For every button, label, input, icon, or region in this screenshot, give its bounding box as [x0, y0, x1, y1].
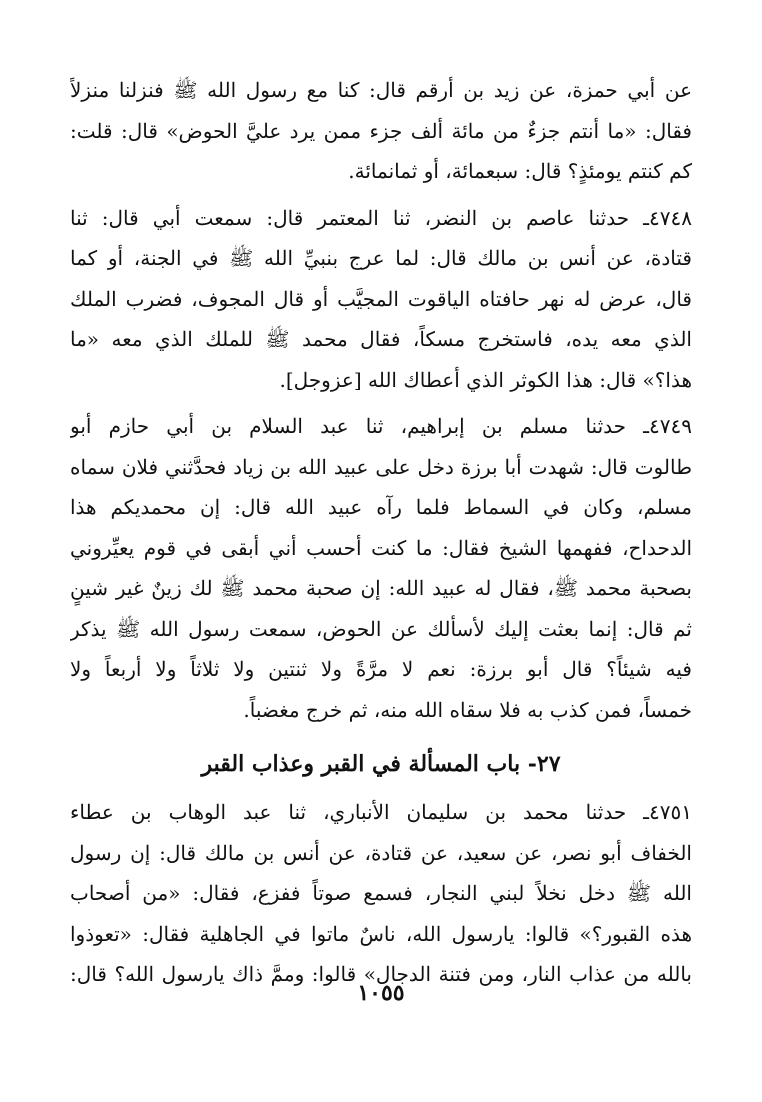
text-line: طالوت قال: شهدت أبا برزة دخل على عبيد الله بن زياد فحدَّثني فلان سماه: [70, 454, 692, 479]
text-line: مسلم، وكان في السماط فلما رآه عبيد الله قال: إن محمديكم هذا: [70, 495, 692, 519]
hadith-4751: [70, 792, 692, 995]
text-line: عن أبي حمزة، عن زيد بن أرقم قال: كنا مع رسول الله ﷺ فنزلنا منزلاً: [70, 78, 692, 102]
text-line: كم كنتم يومئذٍ؟ قال: سبعمائة، أو ثمانمائة.: [348, 159, 692, 183]
text-line: هذه القبور؟» قالوا: يارسول الله، ناسٌ ماتوا في الجاهلية فقال: «تعوذوا: [70, 921, 692, 946]
text-line: قتادة، عن أنس بن مالك قال: لما عرج بنبيِّ الله ﷺ في الجنة، أو كما: [70, 246, 692, 270]
text-line: هذا؟» قال: هذا الكوثر الذي أعطاك الله [عزوجل].: [279, 367, 692, 392]
text-line: الخفاف أبو نصر، عن سعيد، عن قتادة، عن أنس بن مالك قال: إن رسول: [70, 840, 692, 865]
hadith-4749: [70, 406, 692, 730]
text-line: بالله من عذاب النار، ومن فتنة الدجال» قالوا: وممَّ ذاك يارسول الله؟ قال:: [70, 962, 692, 986]
text-line: الدحداح، ففهمها الشيخ فقال: ما كنت أحسب أني أبقى في قوم يعيِّروني: [70, 535, 692, 560]
text-line: ٤٧٤٨ـ حدثنا عاصم بن النضر، ثنا المعتمر قال: سمعت أبي قال: ثنا: [70, 205, 692, 230]
text-line: خمساً، فمن كذب به فلا سقاه الله منه، ثم خرج مغضباً.: [243, 697, 692, 722]
paragraph-continuation: [70, 70, 692, 192]
hadith-4748: [70, 198, 692, 401]
text-line: بصحبة محمد ﷺ، فقال له عبيد الله: إن صحبة محمد ﷺ لك زينٌ غير شينٍ: [70, 576, 692, 600]
text-line: ٤٧٥١ـ حدثنا محمد بن سليمان الأنباري، ثنا عبد الوهاب بن عطاء: [70, 800, 692, 824]
text-line: الذي معه يده، فاستخرج مسكاً، فقال محمد ﷺ للملك الذي معه «ما: [70, 327, 692, 351]
text-line: فيه شيئاً؟ قال أبو برزة: نعم لا مرَّةً ولا ثنتين ولا ثلاثاً ولا أربعاً ولا: [70, 657, 692, 681]
chapter-heading: ٢٧- باب المسألة في القبر وعذاب القبر: [201, 751, 561, 777]
text-line: الله ﷺ دخل نخلاً لبني النجار، فسمع صوتاً ففزع، فقال: «من أصحاب: [70, 881, 692, 905]
text-line: قال، عرض له نهر حافتاه الياقوت المجيَّب أو قال المجوف، فضرب الملك: [70, 286, 692, 311]
text-line: ٤٧٤٩ـ حدثنا مسلم بن إبراهيم، ثنا عبد السلام بن أبي حازم أبو: [70, 414, 692, 438]
text-line: فقال: «ما أنتم جزءٌ من مائة ألف جزء ممن يرد عليَّ الحوض» قال: قلت:: [70, 118, 692, 143]
text-line: ثم قال: إنما بعثت إليك لأسألك عن الحوض، سمعت رسول الله ﷺ يذكر: [70, 616, 692, 641]
page-number: ١٠٥٥: [357, 980, 405, 1006]
